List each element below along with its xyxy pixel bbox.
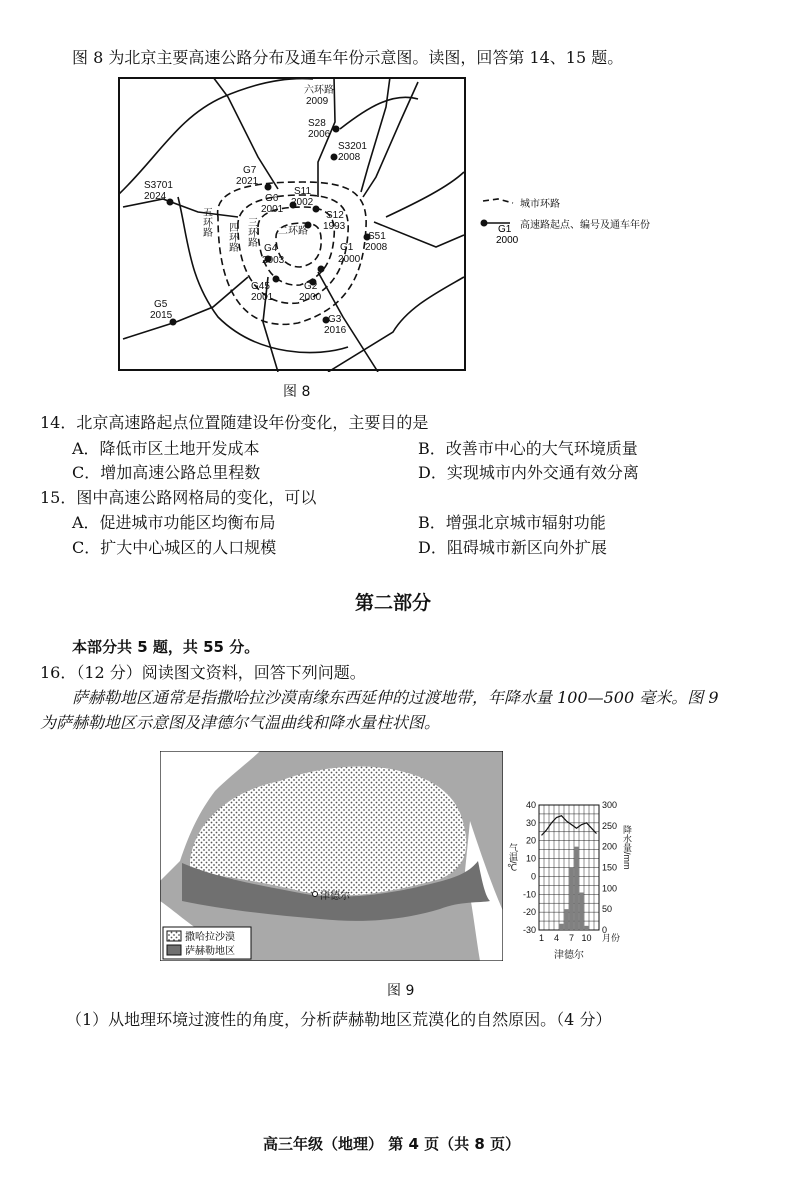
fig9-map: [160, 751, 503, 961]
svg-text:2024: 2024: [144, 191, 167, 202]
y-tick-right: 300: [602, 800, 618, 810]
svg-text:2008: 2008: [365, 242, 388, 253]
y-tick-left: 20: [525, 835, 536, 846]
svg-text:撒哈拉沙漠: 撒哈拉沙漠: [185, 932, 235, 943]
chart-title: 津德尔: [554, 950, 584, 961]
x-tick: 10: [581, 933, 592, 943]
svg-text:G4: G4: [264, 243, 278, 254]
y-tick-left: 40: [525, 800, 536, 810]
y-tick-right: 150: [602, 862, 618, 873]
svg-text:G45: G45: [251, 281, 270, 292]
svg-text:津德尔: 津德尔: [320, 891, 350, 902]
svg-text:2021: 2021: [236, 176, 259, 187]
page-footer: 高三年级（地理） 第 4 页（共 8 页）: [263, 1135, 520, 1153]
fig8-legend: [481, 197, 651, 246]
svg-text:2003: 2003: [262, 255, 285, 266]
fig8-map: [118, 77, 688, 372]
y-tick-left: -30: [522, 925, 536, 935]
q14-option-c: C．增加高速公路总里程数: [72, 463, 261, 482]
svg-text:G1: G1: [340, 242, 354, 253]
q14-option-a: A．降低市区土地开发成本: [72, 439, 260, 458]
y-tick-left: 30: [525, 817, 536, 828]
svg-text:S3201: S3201: [338, 141, 367, 152]
part2-summary: 本部分共 5 题，共 55 分。: [72, 638, 260, 656]
svg-text:G1: G1: [498, 224, 512, 235]
y-axis-label-right: 降水量/mm: [622, 825, 632, 870]
svg-text:高速路起点、编号及通车年份: 高速路起点、编号及通车年份: [520, 220, 650, 231]
svg-text:2001: 2001: [261, 204, 284, 215]
q15-option-c: C．扩大中心城区的人口规模: [72, 538, 277, 557]
x-unit: 月份: [602, 933, 621, 943]
svg-text:城市环路: 城市环路: [520, 199, 560, 210]
precip-bar: [574, 847, 578, 930]
q16-paragraph-line2: 为萨赫勒地区示意图及津德尔气温曲线和降水量柱状图。: [40, 713, 441, 732]
svg-text:S12: S12: [326, 210, 344, 221]
svg-text:2002: 2002: [291, 197, 314, 208]
svg-text:四环路: 四环路: [226, 222, 238, 252]
svg-text:五环路: 五环路: [200, 207, 212, 237]
q16-paragraph-line1: 萨赫勒地区通常是指撒哈拉沙漠南缘东西延伸的过渡地带，年降水量 100—500 毫米。图 9: [72, 688, 719, 707]
q14-stem: 14．北京高速路起点位置随建设年份变化，主要目的是: [40, 413, 429, 432]
fig9-caption: 图 9: [387, 983, 415, 999]
fig8-caption: 图 8: [283, 384, 311, 400]
svg-text:G3: G3: [328, 314, 342, 325]
y-tick-right: 0: [602, 925, 608, 935]
precip-bar: [564, 909, 568, 930]
part2-title: 第二部分: [355, 592, 432, 614]
svg-text:1993: 1993: [323, 221, 346, 232]
q15-option-b: B．增强北京城市辐射功能: [418, 513, 606, 532]
x-tick: 4: [553, 933, 560, 943]
q16-sub1: （1）从地理环境过渡性的角度，分析萨赫勒地区荒漠化的自然原因。（4 分）: [66, 1010, 612, 1029]
x-tick: 1: [538, 933, 545, 943]
svg-text:2001: 2001: [251, 292, 274, 303]
precip-bar: [559, 924, 563, 930]
q14-option-d: D．实现城市内外交通有效分离: [418, 463, 639, 482]
intro-text: 图 8 为北京主要高速公路分布及通车年份示意图。读图，回答第 14、15 题。: [72, 48, 624, 67]
q15-option-d: D．阻碍城市新区向外扩展: [418, 538, 607, 557]
svg-text:2006: 2006: [308, 129, 331, 140]
svg-text:2016: 2016: [324, 325, 347, 336]
precip-bar: [584, 926, 588, 930]
y-tick-left: 0: [530, 871, 536, 882]
y-tick-left: 10: [525, 853, 536, 864]
y-tick-right: 250: [602, 820, 618, 831]
svg-text:二环路: 二环路: [278, 226, 308, 237]
q14-option-b: B．改善市中心的大气环境质量: [418, 439, 638, 458]
highway-lines: [118, 77, 464, 372]
precip-bar: [579, 893, 583, 931]
y-tick-left: -20: [522, 907, 536, 918]
svg-text:S51: S51: [368, 231, 386, 242]
svg-text:G7: G7: [243, 165, 257, 176]
q15-option-a: A．促进城市功能区均衡布局: [72, 513, 276, 532]
precip-bar: [569, 868, 573, 931]
y-tick-right: 200: [602, 841, 618, 852]
svg-text:2000: 2000: [299, 292, 322, 303]
svg-text:三环路: 三环路: [245, 217, 257, 247]
svg-text:S11: S11: [294, 186, 312, 197]
svg-text:2009: 2009: [306, 96, 329, 107]
q16-stem: 16．（12 分）阅读图文资料，回答下列问题。: [40, 663, 366, 682]
x-tick: 7: [568, 933, 575, 943]
svg-text:2000: 2000: [496, 235, 519, 246]
svg-text:2015: 2015: [150, 310, 173, 321]
svg-text:S3701: S3701: [144, 180, 173, 191]
road-label: 六环路: [304, 85, 334, 96]
svg-text:萨赫勒地区: 萨赫勒地区: [185, 946, 235, 957]
svg-text:G5: G5: [154, 299, 168, 310]
svg-text:S28: S28: [308, 118, 326, 129]
svg-text:2008: 2008: [338, 152, 361, 163]
y-tick-right: 50: [602, 904, 613, 915]
y-tick-left: -10: [522, 889, 536, 900]
y-axis-label-left: 气温/℃: [508, 843, 518, 874]
climate-chart: [505, 795, 635, 975]
svg-text:2000: 2000: [338, 254, 361, 265]
q15-stem: 15．图中高速公路网格局的变化，可以: [40, 488, 317, 507]
svg-text:G6: G6: [265, 193, 279, 204]
svg-text:G2: G2: [304, 281, 318, 292]
y-tick-right: 100: [602, 883, 618, 894]
